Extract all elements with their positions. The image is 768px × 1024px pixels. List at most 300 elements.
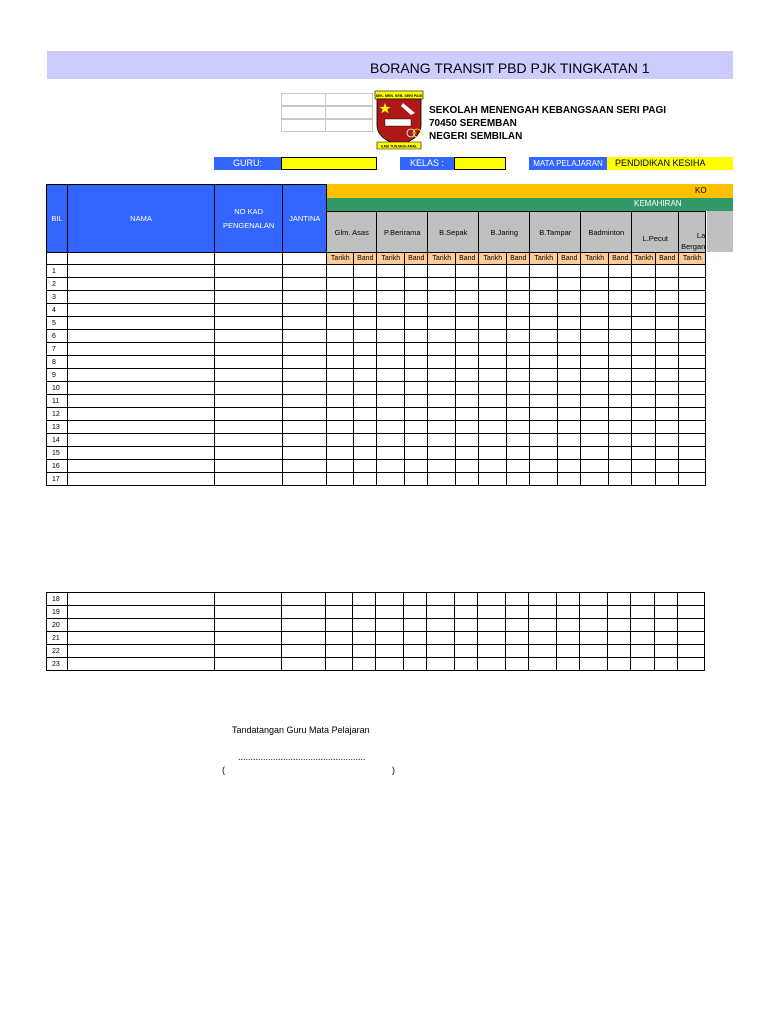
table-cell[interactable] [632, 343, 656, 356]
table-cell[interactable] [215, 632, 282, 645]
table-cell[interactable] [68, 473, 215, 486]
table-cell[interactable] [354, 408, 377, 421]
table-cell[interactable] [215, 619, 282, 632]
table-cell[interactable] [580, 619, 608, 632]
table-cell[interactable] [456, 304, 479, 317]
table-cell[interactable] [479, 395, 507, 408]
table-cell[interactable] [632, 278, 656, 291]
table-cell[interactable] [404, 619, 427, 632]
table-cell[interactable] [478, 645, 506, 658]
table-cell[interactable] [479, 369, 507, 382]
table-cell[interactable] [68, 593, 215, 606]
table-cell[interactable] [68, 658, 215, 671]
table-cell[interactable] [479, 343, 507, 356]
table-cell[interactable] [68, 632, 215, 645]
table-cell[interactable] [215, 434, 283, 447]
table-cell[interactable] [632, 434, 656, 447]
table-cell[interactable] [507, 356, 530, 369]
table-cell[interactable] [557, 632, 580, 645]
table-cell[interactable] [68, 645, 215, 658]
table-cell[interactable] [405, 408, 428, 421]
table-cell[interactable] [405, 343, 428, 356]
table-cell[interactable] [479, 421, 507, 434]
table-cell[interactable] [609, 291, 632, 304]
table-cell[interactable] [679, 304, 706, 317]
table-cell[interactable] [608, 632, 631, 645]
table-cell[interactable] [427, 632, 455, 645]
table-cell[interactable] [530, 356, 558, 369]
table-cell[interactable] [506, 606, 529, 619]
table-cell[interactable] [529, 593, 557, 606]
table-cell[interactable] [530, 460, 558, 473]
table-cell[interactable] [353, 658, 376, 671]
table-cell[interactable] [609, 356, 632, 369]
table-cell[interactable] [507, 265, 530, 278]
table-cell[interactable] [327, 434, 354, 447]
table-cell[interactable] [354, 447, 377, 460]
table-cell[interactable] [479, 291, 507, 304]
table-cell[interactable] [354, 343, 377, 356]
table-cell[interactable] [354, 421, 377, 434]
table-cell[interactable] [558, 447, 581, 460]
table-cell[interactable] [215, 291, 283, 304]
table-cell[interactable] [631, 632, 655, 645]
table-cell[interactable] [530, 447, 558, 460]
table-cell[interactable] [655, 619, 678, 632]
table-cell[interactable] [530, 408, 558, 421]
table-cell[interactable] [326, 658, 353, 671]
table-cell[interactable] [283, 447, 327, 460]
table-cell[interactable] [580, 645, 608, 658]
table-cell[interactable] [631, 593, 655, 606]
table-cell[interactable] [507, 291, 530, 304]
table-cell[interactable] [455, 593, 478, 606]
table-cell[interactable] [679, 447, 706, 460]
table-cell[interactable] [376, 619, 404, 632]
table-cell[interactable] [327, 460, 354, 473]
table-cell[interactable] [530, 369, 558, 382]
table-cell[interactable] [283, 356, 327, 369]
table-cell[interactable] [354, 460, 377, 473]
table-cell[interactable] [377, 278, 405, 291]
table-cell[interactable] [655, 606, 678, 619]
table-cell[interactable] [354, 265, 377, 278]
table-cell[interactable] [581, 343, 609, 356]
table-cell[interactable] [631, 658, 655, 671]
mata-pelajaran-field[interactable]: PENDIDIKAN KESIHA [607, 157, 733, 170]
table-cell[interactable] [557, 645, 580, 658]
table-cell[interactable] [428, 278, 456, 291]
table-cell[interactable] [679, 278, 706, 291]
table-cell[interactable] [327, 473, 354, 486]
table-cell[interactable] [530, 421, 558, 434]
table-cell[interactable] [326, 632, 353, 645]
table-cell[interactable] [283, 265, 327, 278]
table-cell[interactable] [283, 369, 327, 382]
table-cell[interactable] [507, 408, 530, 421]
table-cell[interactable] [68, 395, 215, 408]
table-cell[interactable] [354, 291, 377, 304]
table-cell[interactable] [327, 382, 354, 395]
table-cell[interactable] [609, 304, 632, 317]
table-cell[interactable] [377, 473, 405, 486]
table-cell[interactable] [507, 343, 530, 356]
table-cell[interactable] [377, 291, 405, 304]
table-cell[interactable] [656, 460, 679, 473]
table-cell[interactable] [215, 278, 283, 291]
table-cell[interactable] [678, 658, 705, 671]
table-cell[interactable] [679, 330, 706, 343]
table-cell[interactable] [608, 606, 631, 619]
table-cell[interactable] [354, 356, 377, 369]
table-cell[interactable] [632, 421, 656, 434]
table-cell[interactable] [656, 265, 679, 278]
table-cell[interactable] [558, 317, 581, 330]
table-cell[interactable] [558, 356, 581, 369]
table-cell[interactable] [428, 408, 456, 421]
table-cell[interactable] [68, 619, 215, 632]
table-cell[interactable] [656, 278, 679, 291]
table-cell[interactable] [679, 291, 706, 304]
table-cell[interactable] [507, 278, 530, 291]
table-cell[interactable] [376, 606, 404, 619]
table-cell[interactable] [327, 447, 354, 460]
table-cell[interactable] [656, 382, 679, 395]
table-cell[interactable] [68, 421, 215, 434]
table-cell[interactable] [215, 382, 283, 395]
table-cell[interactable] [609, 395, 632, 408]
table-cell[interactable] [353, 645, 376, 658]
table-cell[interactable] [215, 356, 283, 369]
table-cell[interactable] [656, 330, 679, 343]
table-cell[interactable] [377, 330, 405, 343]
table-cell[interactable] [581, 369, 609, 382]
table-cell[interactable] [404, 593, 427, 606]
table-cell[interactable] [326, 619, 353, 632]
table-cell[interactable] [427, 606, 455, 619]
table-cell[interactable] [428, 356, 456, 369]
table-cell[interactable] [530, 304, 558, 317]
table-cell[interactable] [327, 356, 354, 369]
table-cell[interactable] [558, 421, 581, 434]
table-cell[interactable] [68, 447, 215, 460]
table-cell[interactable] [282, 632, 326, 645]
table-cell[interactable] [507, 369, 530, 382]
table-cell[interactable] [581, 421, 609, 434]
table-cell[interactable] [215, 593, 282, 606]
table-cell[interactable] [609, 434, 632, 447]
table-cell[interactable] [679, 421, 706, 434]
table-cell[interactable] [376, 658, 404, 671]
table-cell[interactable] [456, 317, 479, 330]
table-cell[interactable] [529, 645, 557, 658]
table-cell[interactable] [530, 291, 558, 304]
table-cell[interactable] [455, 632, 478, 645]
table-cell[interactable] [282, 645, 326, 658]
table-cell[interactable] [283, 330, 327, 343]
table-cell[interactable] [404, 606, 427, 619]
table-cell[interactable] [506, 658, 529, 671]
table-cell[interactable] [68, 304, 215, 317]
table-cell[interactable] [353, 593, 376, 606]
table-cell[interactable] [455, 606, 478, 619]
table-cell[interactable] [581, 330, 609, 343]
table-cell[interactable] [478, 658, 506, 671]
table-cell[interactable] [282, 593, 326, 606]
table-cell[interactable] [68, 606, 215, 619]
table-cell[interactable] [679, 408, 706, 421]
table-cell[interactable] [655, 645, 678, 658]
table-cell[interactable] [428, 343, 456, 356]
table-cell[interactable] [558, 278, 581, 291]
table-cell[interactable] [215, 606, 282, 619]
table-cell[interactable] [632, 447, 656, 460]
table-cell[interactable] [428, 265, 456, 278]
table-cell[interactable] [507, 421, 530, 434]
table-cell[interactable] [405, 421, 428, 434]
kelas-field[interactable] [454, 157, 506, 170]
table-cell[interactable] [215, 330, 283, 343]
table-cell[interactable] [405, 447, 428, 460]
table-cell[interactable] [327, 265, 354, 278]
table-cell[interactable] [609, 343, 632, 356]
table-cell[interactable] [632, 395, 656, 408]
table-cell[interactable] [631, 645, 655, 658]
table-cell[interactable] [456, 382, 479, 395]
table-cell[interactable] [283, 395, 327, 408]
table-cell[interactable] [215, 447, 283, 460]
table-cell[interactable] [283, 317, 327, 330]
table-cell[interactable] [68, 343, 215, 356]
table-cell[interactable] [558, 382, 581, 395]
table-cell[interactable] [428, 473, 456, 486]
table-cell[interactable] [327, 330, 354, 343]
table-cell[interactable] [327, 278, 354, 291]
table-cell[interactable] [679, 317, 706, 330]
table-cell[interactable] [428, 369, 456, 382]
table-cell[interactable] [215, 658, 282, 671]
table-cell[interactable] [215, 343, 283, 356]
table-cell[interactable] [456, 265, 479, 278]
table-cell[interactable] [609, 317, 632, 330]
table-cell[interactable] [558, 291, 581, 304]
table-cell[interactable] [354, 317, 377, 330]
table-cell[interactable] [558, 460, 581, 473]
table-cell[interactable] [456, 343, 479, 356]
table-cell[interactable] [215, 369, 283, 382]
table-cell[interactable] [283, 421, 327, 434]
table-cell[interactable] [609, 382, 632, 395]
table-cell[interactable] [632, 291, 656, 304]
table-cell[interactable] [428, 304, 456, 317]
table-cell[interactable] [656, 473, 679, 486]
table-cell[interactable] [530, 395, 558, 408]
table-cell[interactable] [479, 382, 507, 395]
table-cell[interactable] [428, 317, 456, 330]
table-cell[interactable] [608, 619, 631, 632]
table-cell[interactable] [581, 304, 609, 317]
table-cell[interactable] [507, 304, 530, 317]
table-cell[interactable] [456, 356, 479, 369]
table-cell[interactable] [609, 421, 632, 434]
table-cell[interactable] [581, 382, 609, 395]
table-cell[interactable] [377, 460, 405, 473]
table-cell[interactable] [215, 460, 283, 473]
table-cell[interactable] [353, 619, 376, 632]
table-cell[interactable] [529, 619, 557, 632]
table-cell[interactable] [428, 434, 456, 447]
table-cell[interactable] [377, 408, 405, 421]
table-cell[interactable] [405, 265, 428, 278]
table-cell[interactable] [405, 382, 428, 395]
table-cell[interactable] [609, 369, 632, 382]
table-cell[interactable] [68, 382, 215, 395]
table-cell[interactable] [327, 408, 354, 421]
table-cell[interactable] [581, 460, 609, 473]
table-cell[interactable] [354, 473, 377, 486]
table-cell[interactable] [283, 343, 327, 356]
table-cell[interactable] [456, 447, 479, 460]
table-cell[interactable] [354, 382, 377, 395]
table-cell[interactable] [479, 434, 507, 447]
table-cell[interactable] [68, 408, 215, 421]
table-cell[interactable] [456, 395, 479, 408]
table-cell[interactable] [405, 434, 428, 447]
table-cell[interactable] [456, 421, 479, 434]
table-cell[interactable] [678, 632, 705, 645]
table-cell[interactable] [215, 304, 283, 317]
table-cell[interactable] [507, 395, 530, 408]
table-cell[interactable] [405, 369, 428, 382]
table-cell[interactable] [68, 460, 215, 473]
table-cell[interactable] [283, 408, 327, 421]
table-cell[interactable] [581, 356, 609, 369]
table-cell[interactable] [678, 619, 705, 632]
table-cell[interactable] [427, 619, 455, 632]
table-cell[interactable] [479, 304, 507, 317]
table-cell[interactable] [530, 382, 558, 395]
table-cell[interactable] [478, 606, 506, 619]
table-cell[interactable] [655, 632, 678, 645]
table-cell[interactable] [558, 408, 581, 421]
table-cell[interactable] [632, 473, 656, 486]
table-cell[interactable] [354, 395, 377, 408]
table-cell[interactable] [283, 291, 327, 304]
table-cell[interactable] [632, 382, 656, 395]
table-cell[interactable] [283, 304, 327, 317]
table-cell[interactable] [404, 645, 427, 658]
table-cell[interactable] [679, 473, 706, 486]
table-cell[interactable] [283, 278, 327, 291]
table-cell[interactable] [558, 369, 581, 382]
table-cell[interactable] [479, 447, 507, 460]
table-cell[interactable] [557, 658, 580, 671]
table-cell[interactable] [479, 356, 507, 369]
table-cell[interactable] [581, 447, 609, 460]
table-cell[interactable] [558, 434, 581, 447]
table-cell[interactable] [428, 460, 456, 473]
table-cell[interactable] [632, 369, 656, 382]
table-cell[interactable] [405, 473, 428, 486]
table-cell[interactable] [478, 593, 506, 606]
table-cell[interactable] [479, 473, 507, 486]
table-cell[interactable] [609, 447, 632, 460]
table-cell[interactable] [581, 317, 609, 330]
table-cell[interactable] [283, 473, 327, 486]
table-cell[interactable] [478, 619, 506, 632]
table-cell[interactable] [428, 382, 456, 395]
table-cell[interactable] [404, 632, 427, 645]
table-cell[interactable] [404, 658, 427, 671]
table-cell[interactable] [558, 343, 581, 356]
table-cell[interactable] [456, 408, 479, 421]
table-cell[interactable] [581, 265, 609, 278]
table-cell[interactable] [327, 395, 354, 408]
table-cell[interactable] [678, 606, 705, 619]
table-cell[interactable] [405, 291, 428, 304]
table-cell[interactable] [377, 304, 405, 317]
table-cell[interactable] [68, 291, 215, 304]
table-cell[interactable] [427, 658, 455, 671]
table-cell[interactable] [656, 369, 679, 382]
table-cell[interactable] [428, 447, 456, 460]
table-cell[interactable] [580, 593, 608, 606]
table-cell[interactable] [479, 265, 507, 278]
table-cell[interactable] [405, 395, 428, 408]
table-cell[interactable] [456, 473, 479, 486]
table-cell[interactable] [558, 265, 581, 278]
table-cell[interactable] [530, 278, 558, 291]
table-cell[interactable] [530, 343, 558, 356]
table-cell[interactable] [215, 408, 283, 421]
table-cell[interactable] [632, 356, 656, 369]
table-cell[interactable] [68, 330, 215, 343]
table-cell[interactable] [609, 330, 632, 343]
table-cell[interactable] [530, 473, 558, 486]
table-cell[interactable] [428, 291, 456, 304]
table-cell[interactable] [215, 473, 283, 486]
table-cell[interactable] [479, 330, 507, 343]
table-cell[interactable] [377, 447, 405, 460]
table-cell[interactable] [377, 265, 405, 278]
table-cell[interactable] [656, 395, 679, 408]
table-cell[interactable] [456, 330, 479, 343]
table-cell[interactable] [679, 369, 706, 382]
table-cell[interactable] [632, 330, 656, 343]
table-cell[interactable] [656, 317, 679, 330]
table-cell[interactable] [327, 317, 354, 330]
table-cell[interactable] [656, 356, 679, 369]
table-cell[interactable] [632, 408, 656, 421]
table-cell[interactable] [68, 278, 215, 291]
table-cell[interactable] [405, 460, 428, 473]
table-cell[interactable] [354, 278, 377, 291]
table-cell[interactable] [507, 447, 530, 460]
table-cell[interactable] [405, 330, 428, 343]
table-cell[interactable] [354, 434, 377, 447]
table-cell[interactable] [455, 658, 478, 671]
table-cell[interactable] [327, 369, 354, 382]
table-cell[interactable] [215, 421, 283, 434]
table-cell[interactable] [326, 645, 353, 658]
table-cell[interactable] [580, 606, 608, 619]
table-cell[interactable] [326, 593, 353, 606]
table-cell[interactable] [609, 278, 632, 291]
table-cell[interactable] [507, 317, 530, 330]
table-cell[interactable] [377, 317, 405, 330]
table-cell[interactable] [456, 291, 479, 304]
table-cell[interactable] [581, 291, 609, 304]
